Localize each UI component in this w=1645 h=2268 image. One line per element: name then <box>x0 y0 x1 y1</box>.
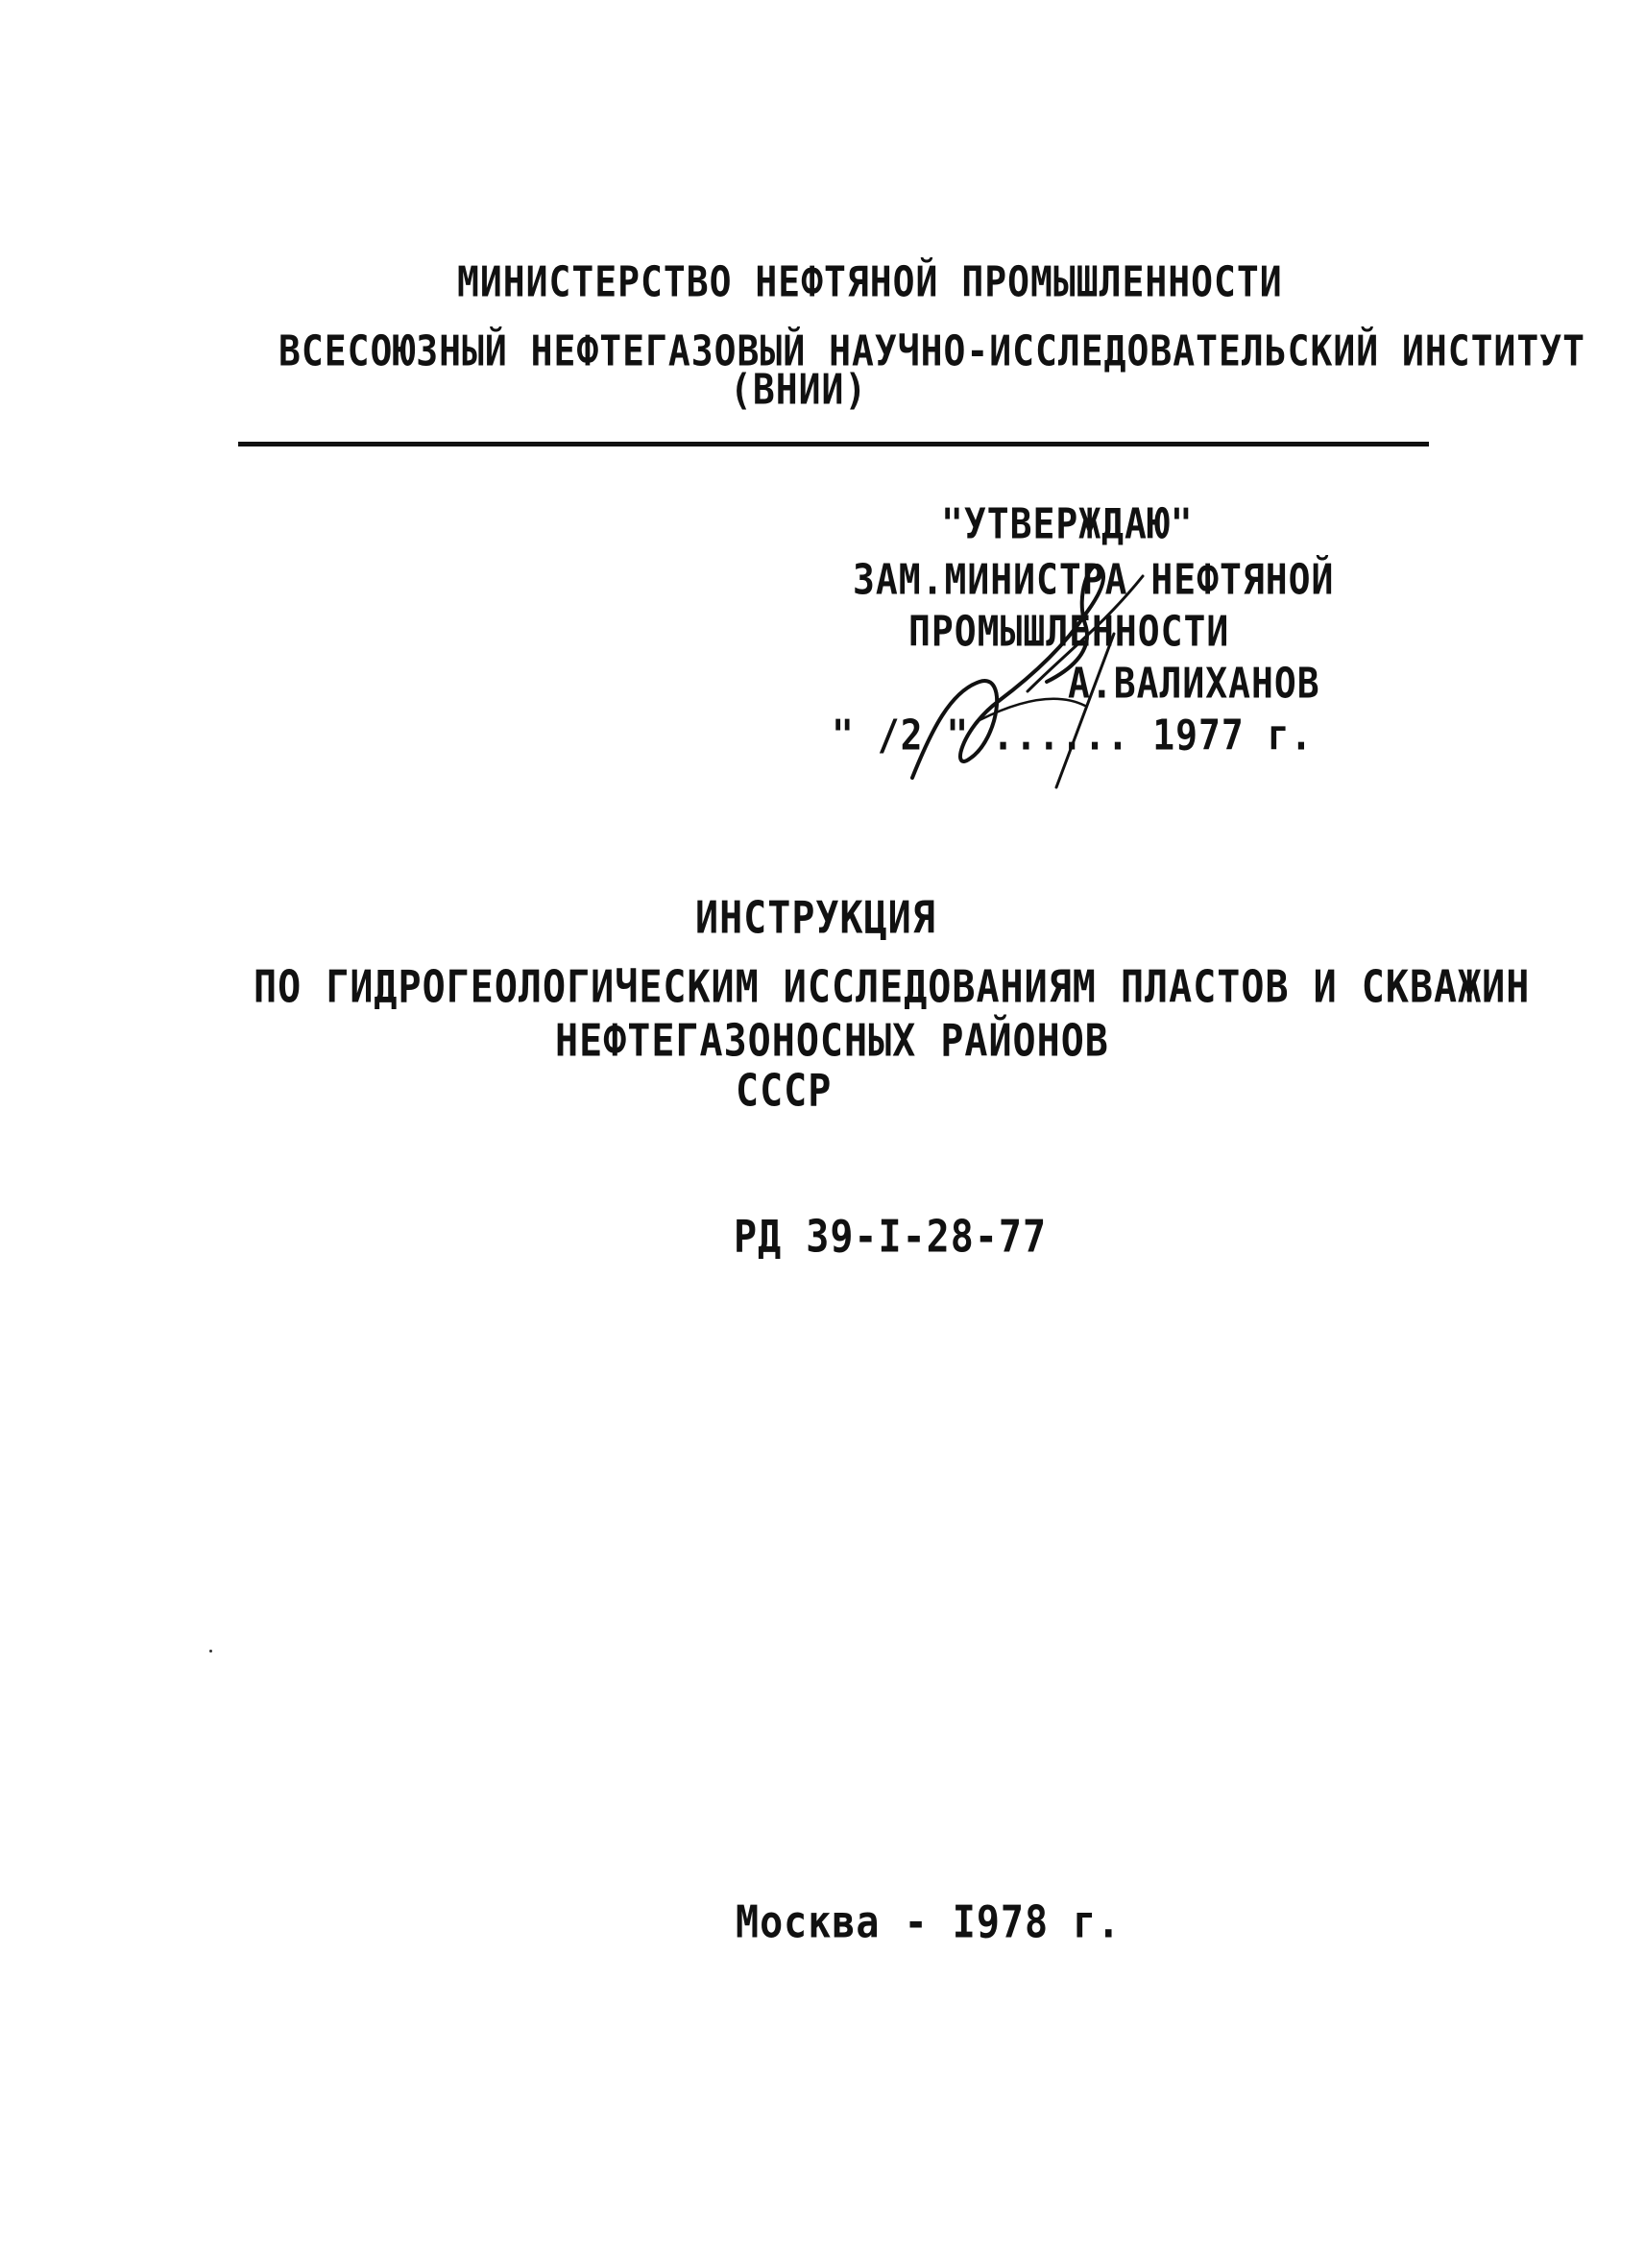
place-and-year: Москва - I978 г. <box>736 1897 1122 1948</box>
approval-position-line2: ПРОМЫШЛЕННОСТИ <box>908 607 1230 656</box>
approval-position-line1: ЗАМ.МИНИСТРА НЕФТЯНОЙ <box>853 555 1335 604</box>
institute-abbreviation: (ВНИИ) <box>730 365 868 414</box>
ministry-name: МИНИСТЕРСТВО НЕФТЯНОЙ ПРОМЫШЛЕННОСТИ <box>457 257 1283 306</box>
document-subtitle-line3: СССР <box>736 1066 833 1117</box>
institute-name: ВСЕСОЮЗНЫЙ НЕФТЕГАЗОВЫЙ НАУЧНО-ИССЛЕДОВАТЕЛЬСКИЙ ИНСТИТУТ <box>278 326 1586 375</box>
document-subtitle-line1: ПО ГИДРОГЕОЛОГИЧЕСКИМ ИССЛЕДОВАНИЯМ ПЛАСТОВ И СКВАЖИН <box>254 962 1531 1013</box>
approval-name: А.ВАЛИХАНОВ <box>1068 659 1320 708</box>
header-divider <box>238 442 1429 446</box>
approval-title: "УТВЕРЖДАЮ" <box>941 499 1194 548</box>
document-subtitle-line2: НЕФТЕГАЗОНОСНЫХ РАЙОНОВ <box>555 1016 1109 1067</box>
document-title: ИНСТРУКЦИЯ <box>695 893 936 944</box>
handwritten-signature <box>893 538 1296 807</box>
approval-date: " /2 " ...... 1977 г. <box>832 711 1314 760</box>
document-code: РД 39-I-28-77 <box>734 1212 1048 1263</box>
scan-speck <box>209 1650 212 1653</box>
